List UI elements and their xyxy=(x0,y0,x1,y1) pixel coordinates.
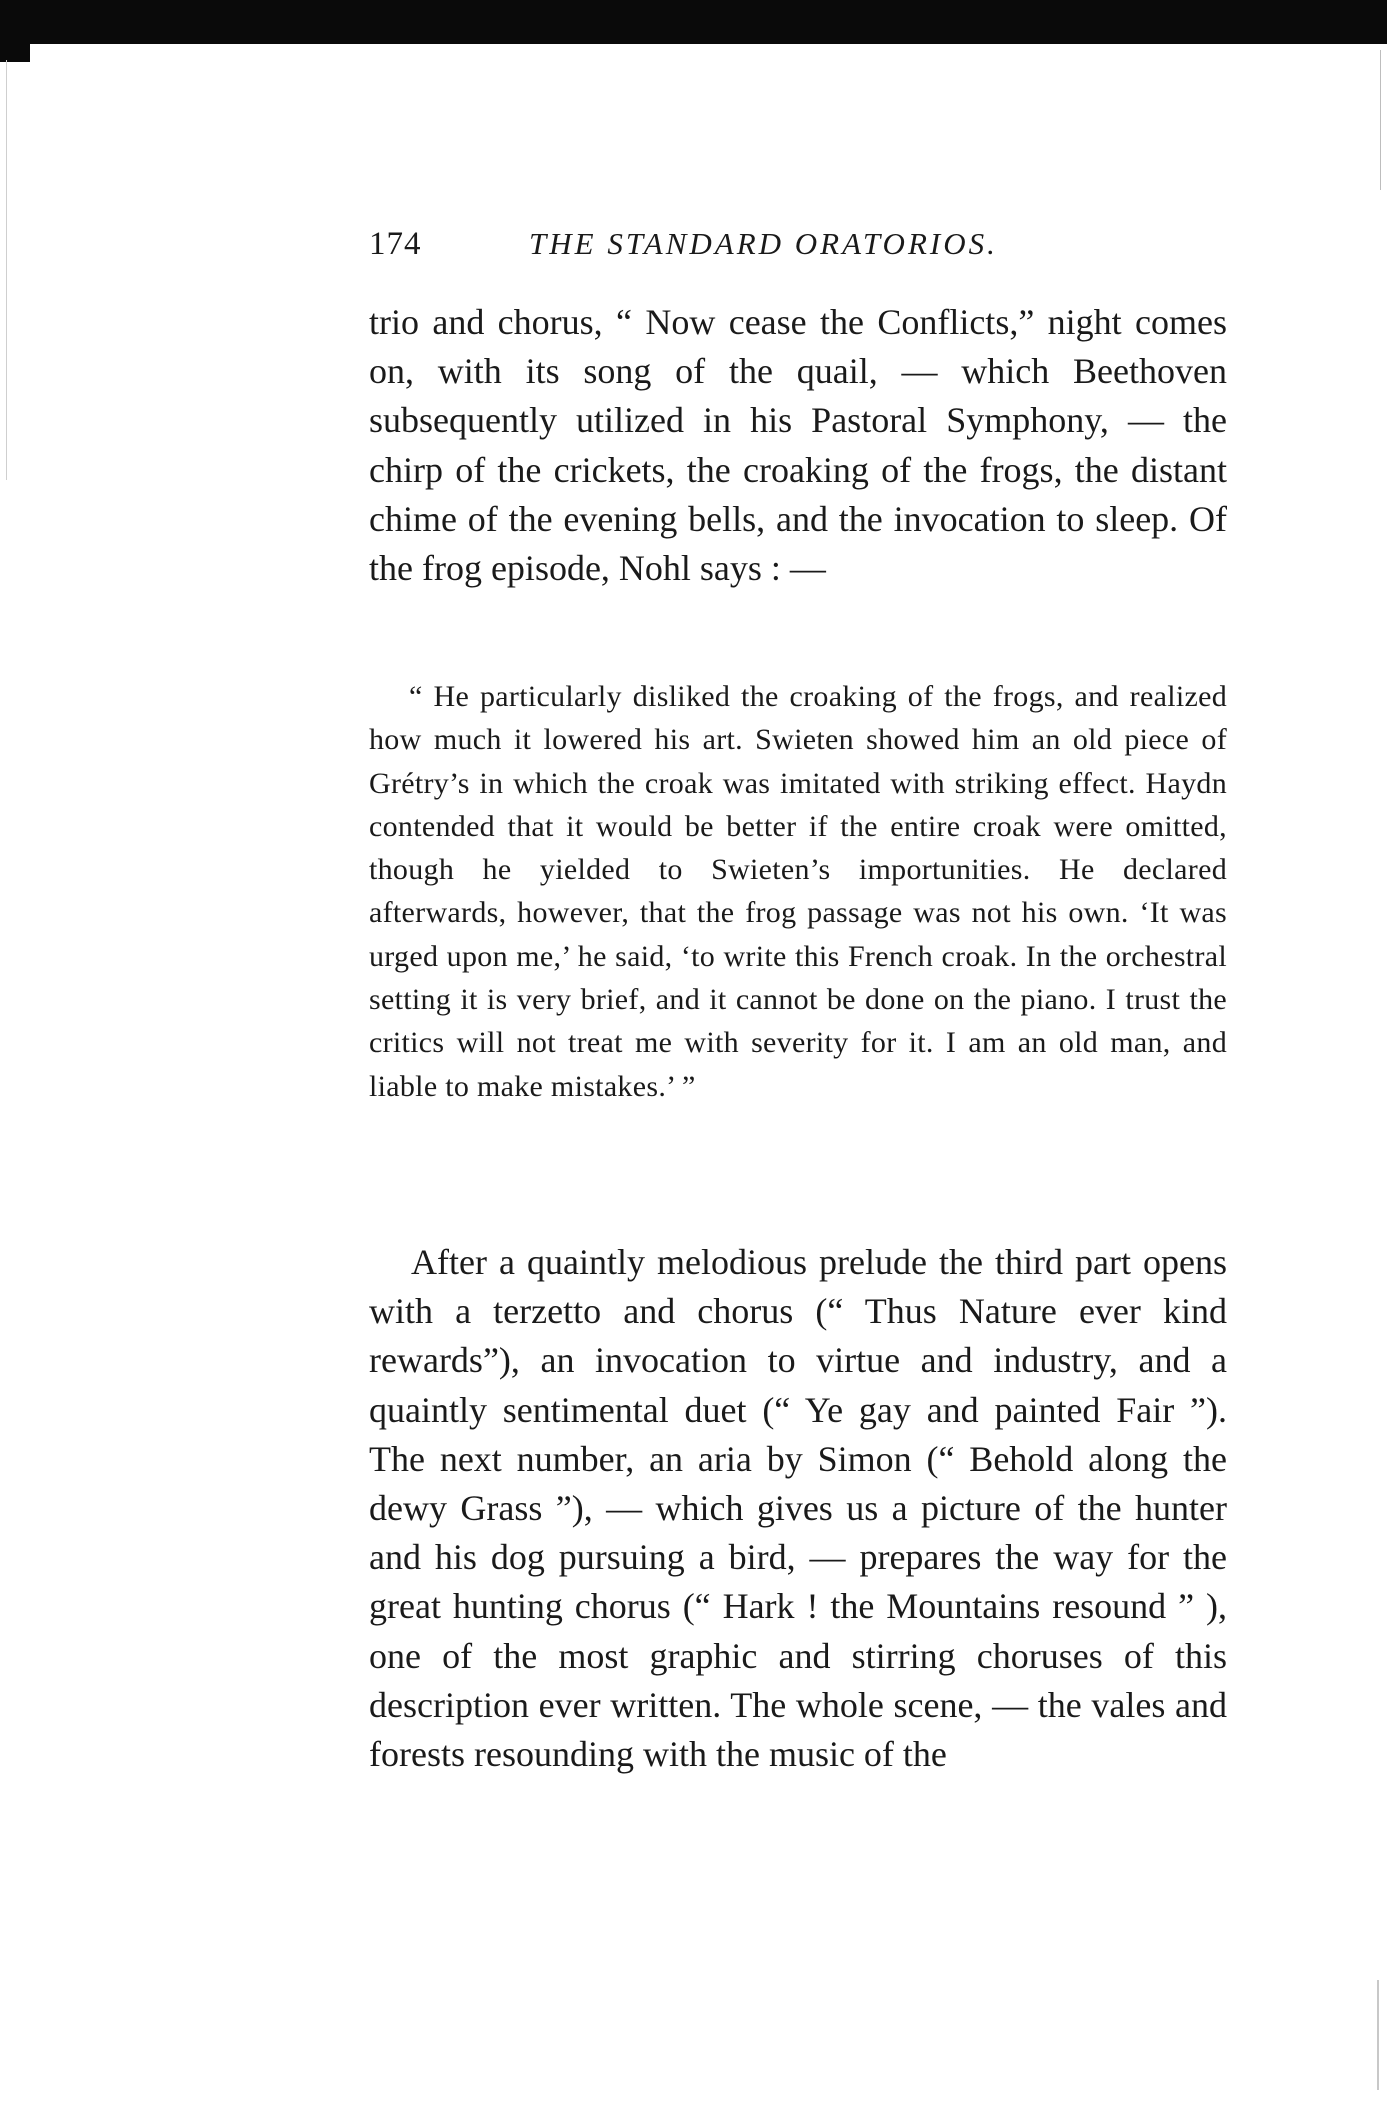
running-head xyxy=(369,226,1229,270)
page-number: 174 xyxy=(369,226,422,262)
paragraph-continued xyxy=(369,298,1227,593)
scan-border-edge xyxy=(0,44,30,62)
running-title: THE STANDARD ORATORIOS. xyxy=(529,226,998,261)
paragraph-third-part xyxy=(369,1238,1227,1779)
scan-top-border xyxy=(0,0,1387,44)
paragraph-text: After a quaintly melodious prelude the third part opens with a terzetto and chorus (“ Thus Nature ever kind rewards”), an invocation to virtue and industry, and a quaintly sentimental duet (“ Ye gay and painted Fair ”). The next number, an aria by Simon (“ Behold along the dewy Grass ”), — which gives us a picture of the hunter and his dog pursuing a bird, — prepares the way for the great hunting chorus (“ Hark ! the Mountains resound ” ), one of the most graphic and stirring choruses of this description ever written. The whole scene, — the vales and forests resounding with the music of the xyxy=(369,1242,1227,1775)
scan-left-edge xyxy=(6,60,7,480)
scan-right-edge xyxy=(1380,50,1381,190)
scan-right-edge-bottom xyxy=(1377,1980,1379,2090)
paragraph-text: trio and chorus, “ Now cease the Conflicts,” night comes on, with its song of the quail, — which Beethoven subsequently utilized in his Pastoral Symphony, — the chirp of the crickets, the croaking of the frogs, the distant chime of the evening bells, and the invocation to sleep. Of the frog episode, Nohl says : — xyxy=(369,302,1227,589)
quote-text: “ He particularly disliked the croaking of the frogs, and realized how much it lowered his art. Swieten showed him an old piece of Grétry’s in which the croak was imitated with striking effect. Haydn contended that it would be better if the entire croak were omitted, though he yielded to Swieten’s importunities. He declared afterwards, however, that the frog passage was not his own. ‘It was urged upon me,’ he said, ‘to write this French croak. In the orchestral setting it is very brief, and it cannot be done on the piano. I trust the critics will not treat me with severity for it. I am an old man, and liable to make mistakes.’ ” xyxy=(369,680,1227,1103)
block-quote xyxy=(369,675,1227,1108)
